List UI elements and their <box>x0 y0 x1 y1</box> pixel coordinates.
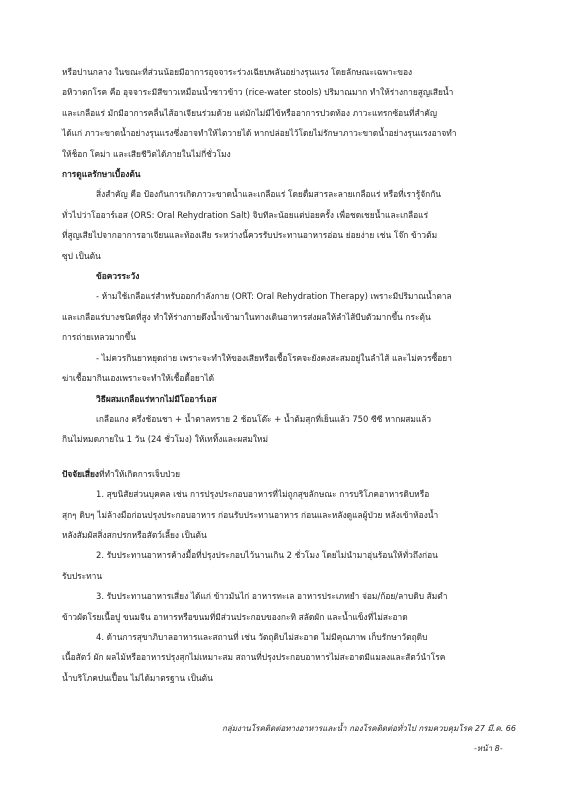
intro-paragraph <box>62 62 510 164</box>
text-line: 2. รับประทานอาหารค้างมื้อที่ปรุงประกอบไว้นานเกิน 2 ชั่วโมง โดยไม่นำมาอุ่นร้อนให้ทั่วถึงก่อน <box>96 550 438 561</box>
document-body <box>62 62 510 688</box>
risk-list <box>62 484 510 688</box>
risk-heading-bold: ปัจจัยเสี่ยง <box>62 468 100 479</box>
text-line: หรือปานกลาง ในขณะที่ส่วนน้อยมีอาการอุจจาระร่วงเฉียบพลันอย่างรุนแรง โดยลักษณะเฉพาะของ <box>62 67 413 77</box>
text-line: ซุป เป็นต้น <box>62 250 101 261</box>
caution-heading: ข้อควรระวัง <box>96 271 140 282</box>
text-line: - ไม่ควรกินยาหยุดถ่าย เพราะจะทำให้ของเสียหรือเชื้อโรคจะยังคงสะสมอยู่ในลำไส้ และไม่ควรซื้อยา <box>96 352 452 363</box>
text-line: ที่สูญเสียไปจากอาการอาเจียนและท้องเสีย ระหว่างนี้ควรรับประทานอาหารอ่อน ย่อยง่าย เช่น โจ๊ก ข้าวต้ม <box>62 230 438 241</box>
text-line: - ห้ามใช้เกลือแร่สำหรับออกกำลังกาย (ORT: Oral Rehydration Therapy) เพราะมีปริมาณน้ำตาล <box>96 291 452 302</box>
text-line: 1. สุขนิสัยส่วนบุคคล เช่น การปรุงประกอบอาหารที่ไม่ถูกสุขลักษณะ การบริโภคอาหารดิบหรือ <box>96 489 430 500</box>
text-line: เกลือแกง ครึ่งช้อนชา + น้ำตาลทราย 2 ช้อนโต๊ะ + น้ำต้มสุกที่เย็นแล้ว 750 ซีซี หากผสมแล้ว <box>96 413 432 424</box>
text-line: รับประทาน <box>62 570 103 581</box>
text-line: น้ำบริโภคปนเปื้อน ไม่ได้มาตรฐาน เป็นต้น <box>62 672 213 683</box>
risk-heading <box>62 464 510 484</box>
text-line: ทั่วไปว่าโออาร์เอส (ORS: Oral Rehydration Salt) จิบทีละน้อยแต่บ่อยครั้ง เพื่อชดเชยน้ำและเกลือแร่ <box>62 209 429 220</box>
text-line: และเกลือแร่บางชนิดที่สูง ทำให้ร่างกายดึงน้ำเข้ามาในทางเดินอาหารส่งผลให้ลำไส้บีบตัวมากขึ้น กระตุ้น <box>62 311 431 322</box>
text-line: อหิวาตกโรค คือ อุจจาระมีสีขาวเหมือนน้ำซาวข้าว (rice-water stools) ปริมาณมาก ทำให้ร่างกายสูญเสียน้ำ <box>62 87 454 98</box>
text-line: 3. รับประทานอาหารเสี่ยง ได้แก่ ข้าวมันไก่ อาหารทะเล อาหารประเภทยำ จ่อม/ก้อย/ลาบดิบ ส้มตำ <box>96 591 448 602</box>
text-line: ฆ่าเชื้อมากินเองเพราะจะทำให้เชื้อดื้อยาได้ <box>62 373 215 384</box>
text-line: หลังสัมผัสสิ่งสกปรกหรือสัตว์เลี้ยง เป็นต้น <box>62 529 207 540</box>
text-line: ข้าวผัดโรยเนื้อปู ขนมจีน อาหารหรือขนมที่มีส่วนประกอบของกะทิ สลัดผัก และน้ำแข็งที่ไม่สะอาด <box>62 611 408 622</box>
text-line: สุกๆ ดิบๆ ไม่ล้างมือก่อนปรุงประกอบอาหาร ก่อนรับประทานอาหาร ก่อนและหลังดูแลผู้ป่วย หลังเข้าห้องน้ำ <box>62 509 439 520</box>
recipe-paragraph <box>62 409 510 450</box>
caution-list <box>62 286 510 388</box>
page-number: -หน้า 8- <box>474 744 503 753</box>
risk-heading-rest: ที่ทำให้เกิดการเจ็บป่วย <box>99 468 181 479</box>
text-line: ให้ช็อก โคม่า และเสียชีวิตได้ภายในไม่กี่ชั่วโมง <box>62 148 231 159</box>
footer-source: กลุ่มงานโรคติดต่อทางอาหารและน้ำ กองโรคติดต่อทั่วไป กรมควบคุมโรค 27 มี.ค. 66 <box>221 724 516 733</box>
care-paragraph <box>62 184 510 266</box>
recipe-heading: วิธีผสมเกลือแร่หากไม่มีโออาร์เอส <box>96 393 217 404</box>
text-line: 4. ด้านการสุขาภิบาลอาหารและสถานที่ เช่น วัตถุดิบไม่สะอาด ไม่มีคุณภาพ เก็บรักษาวัตถุดิบ <box>96 631 428 642</box>
care-heading: การดูแลรักษาเบื้องต้น <box>62 169 141 180</box>
text-line: กินไม่หมดภายใน 1 วัน (24 ชั่วโมง) ให้เททิ้งและผสมใหม่ <box>62 434 269 445</box>
text-line: การถ่ายเหลวมากขึ้น <box>62 332 136 343</box>
section-gap <box>62 450 510 464</box>
text-line: เนื้อสัตว์ ผัก ผลไม้หรืออาหารปรุงสุกไม่เหมาะสม สถานที่ปรุงประกอบอาหารไม่สะอาดมีแมลงและสัตว์นำโรค <box>62 652 446 663</box>
text-line: สิ่งสำคัญ คือ ป้องกันการเกิดภาวะขาดน้ำและเกลือแร่ โดยดื่มสารละลายเกลือแร่ หรือที่เรารู้จักกัน <box>96 189 442 200</box>
text-line: และเกลือแร่ มักมีอาการคลื่นไส้อาเจียนร่วมด้วย แต่มักไม่มีไข้หรืออาการปวดท้อง ภาวะแทรกซ้อนที่สำคัญ <box>62 107 438 118</box>
text-line: ได้แก่ ภาวะขาดน้ำอย่างรุนแรงซึ่งอาจทำให้ไตวายได้ หากปล่อยไว้โดยไม่รักษาภาวะขาดน้ำอย่างรุนแรงอาจทำ <box>62 128 457 139</box>
